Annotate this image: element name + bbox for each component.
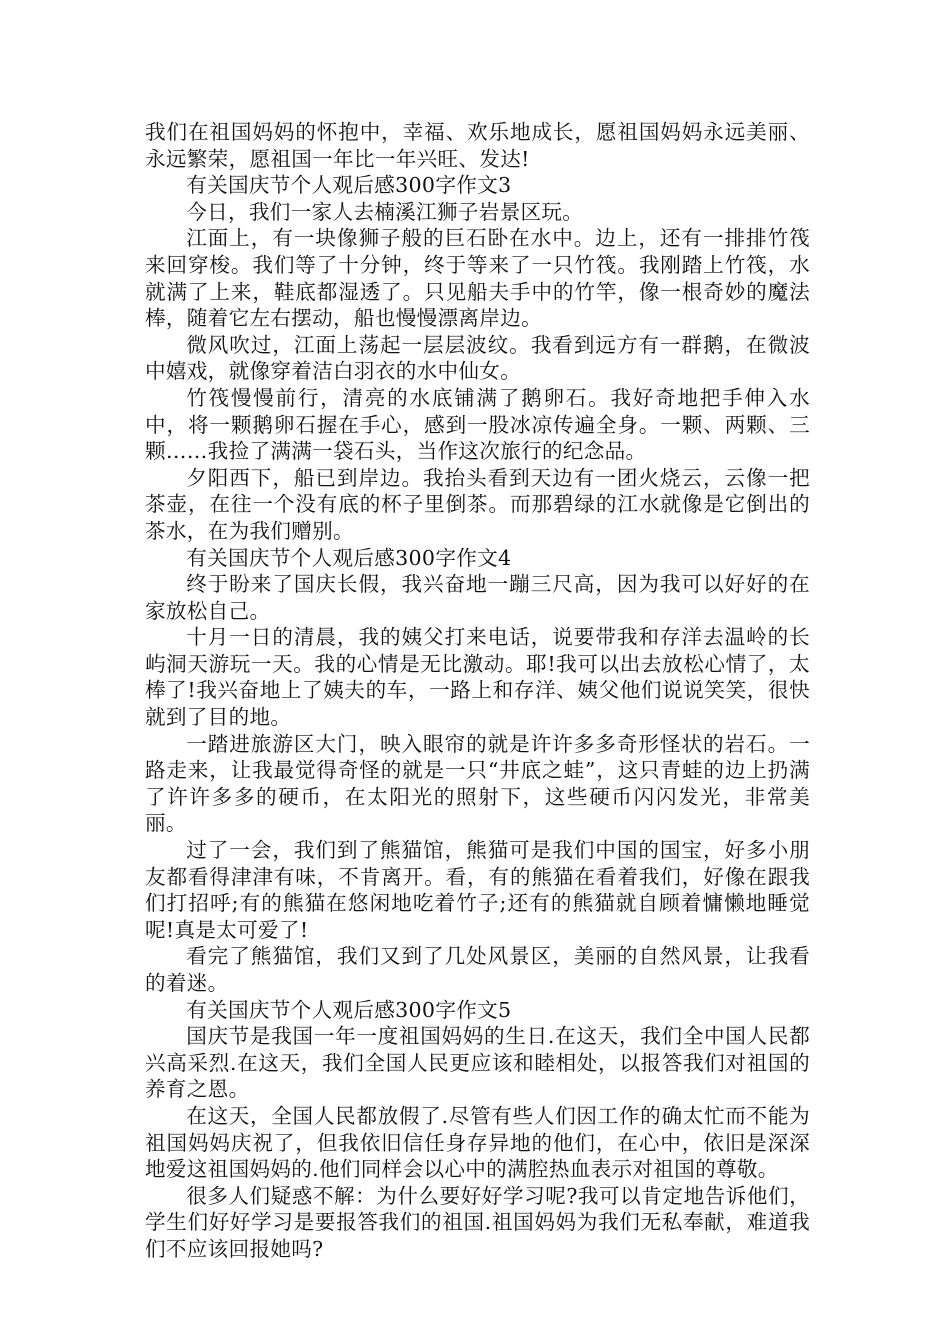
paragraph: 国庆节是我国一年一度祖国妈妈的生日.在这天，我们全中国人民都兴高采烈.在这天，我们全国人民更应该和睦相处，以报答我们对祖国的养育之恩。 [145,1024,810,1102]
paragraph: 过了一会，我们到了熊猫馆，熊猫可是我们中国的国宝，好多小朋友都看得津津有味，不肯离开。看，有的熊猫在看着我们，好像在跟我们打招呼;有的熊猫在悠闲地吃着竹子;还有的熊猫就自顾着慵懒地睡觉呢!真是太可爱了! [145,838,810,942]
paragraph: 夕阳西下，船已到岸边。我抬头看到天边有一团火烧云，云像一把茶壶，在往一个没有底的杯子里倒茶。而那碧绿的江水就像是它倒出的茶水，在为我们赠别。 [145,465,810,543]
paragraph: 看完了熊猫馆，我们又到了几处风景区，美丽的自然风景，让我看的着迷。 [145,944,810,995]
section-heading-3: 有关国庆节个人观后感300字作文3 [186,173,512,198]
paragraph: 十月一日的清晨，我的姨父打来电话，说要带我和存洋去温岭的长屿洞天游玩一天。我的心情是无比激动。耶!我可以出去放松心情了，太棒了!我兴奋地上了姨夫的车，一路上和存洋、姨父他们说说笑笑，很快就到了目的地。 [145,625,810,730]
paragraph: 很多人们疑惑不解：为什么要好好学习呢?我可以肯定地告诉他们，学生们好好学习是要报答我们的祖国.祖国妈妈为我们无私奉献，难道我们不应该回报她吗? [145,1183,810,1261]
paragraph: 今日，我们一家人去楠溪江狮子岩景区玩。 [186,199,584,224]
paragraph: 一踏进旅游区大门，映入眼帘的就是许许多多奇形怪状的岩石。一路走来，让我最觉得奇怪的就是一只“井底之蛙”，这只青蛙的边上扔满了许许多多的硬币，在太阳光的照射下，这些硬币闪闪发光，非常美丽。 [145,731,810,836]
paragraph: 终于盼来了国庆长假，我兴奋地一蹦三尺高，因为我可以好好的在家放松自己。 [145,572,810,623]
paragraph: 微风吹过，江面上荡起一层层波纹。我看到远方有一群鹅，在微波中嬉戏，就像穿着洁白羽衣的水中仙女。 [145,332,810,384]
paragraph: 竹筏慢慢前行，清亮的水底铺满了鹅卵石。我好奇地把手伸入水中，将一颗鹅卵石握在手心，感到一股冰凉传遍全身。一颗、两颗、三颗……我捡了满满一袋石头，当作这次旅行的纪念品。 [145,385,810,464]
paragraph-continued: 我们在祖国妈妈的怀抱中，幸福、欢乐地成长，愿祖国妈妈永远美丽、永远繁荣，愿祖国一年比一年兴旺、发达! [145,120,810,171]
paragraph: 在这天，全国人民都放假了.尽管有些人们因工作的确太忙而不能为祖国妈妈庆祝了，但我依旧信任身存异地的他们，在心中，依旧是深深地爱这祖国妈妈的.他们同样会以心中的满腔热血表示对祖国的尊敬。 [145,1103,810,1182]
section-heading-4: 有关国庆节个人观后感300字作文4 [186,545,512,570]
section-heading-5: 有关国庆节个人观后感300字作文5 [186,997,512,1022]
document-body [145,119,810,1263]
paragraph: 江面上，有一块像狮子般的巨石卧在水中。边上，还有一排排竹筏来回穿梭。我们等了十分钟，终于等来了一只竹筏。我刚踏上竹筏，水就满了上来，鞋底都湿透了。只见船夫手中的竹竿，像一根奇妙的魔法棒，随着它左右摆动，船也慢慢漂离岸边。 [145,226,810,331]
